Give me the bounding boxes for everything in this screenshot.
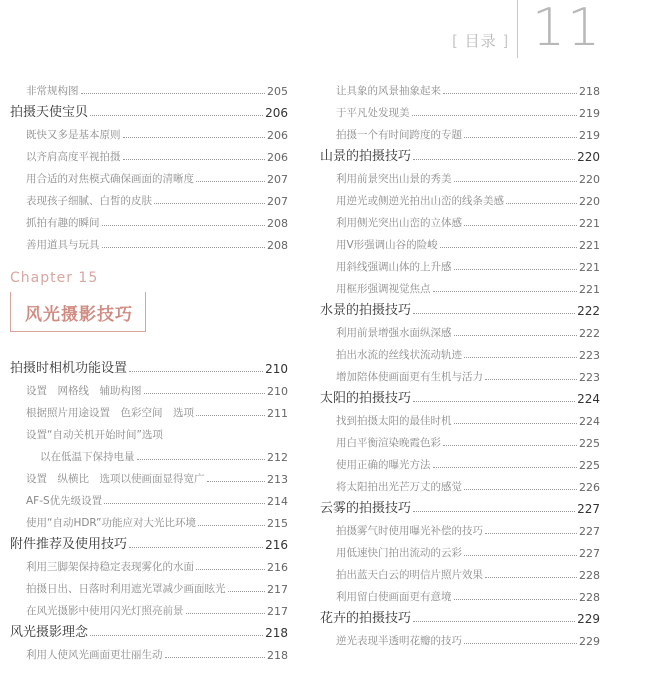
toc-page-number: 219: [579, 107, 600, 120]
toc-entry[interactable]: [320, 186, 600, 208]
toc-entry[interactable]: [10, 120, 288, 142]
toc-entry-title: 拍出水流的丝线状流动轨迹: [336, 349, 462, 361]
toc-section-entry[interactable]: [10, 354, 288, 376]
toc-page-number: 206: [265, 106, 288, 120]
toc-entry[interactable]: [320, 98, 600, 120]
toc-entry-title: 用低速快门拍出流动的云彩: [336, 547, 462, 559]
toc-section-entry[interactable]: [320, 384, 600, 406]
toc-entry-title: 以在低温下保持电量: [40, 451, 135, 463]
toc-page-number: 220: [577, 150, 600, 164]
toc-entry[interactable]: [320, 582, 600, 604]
toc-page-number: 215: [267, 517, 288, 530]
toc-entry-title: 用斜线强调山体的上升感: [336, 261, 452, 273]
toc-page-number: 224: [579, 415, 600, 428]
dot-leader: [413, 159, 575, 160]
toc-entry-title: 花卉的拍摄技巧: [320, 611, 412, 626]
toc-entry-title: 增加陪体使画面更有生机与活力: [336, 371, 483, 383]
dot-leader: [196, 181, 265, 182]
toc-entry-title: 水景的拍摄技巧: [320, 303, 412, 318]
toc-entry-title: AF-S优先级设置: [26, 495, 103, 507]
dot-leader: [102, 247, 266, 248]
dot-leader: [90, 115, 263, 116]
dot-leader: [198, 525, 265, 526]
toc-entry[interactable]: [320, 76, 600, 98]
toc-entry-title: 以齐肩高度平视拍摄: [26, 151, 121, 163]
dot-leader: [412, 115, 578, 116]
toc-page-number: 212: [267, 451, 288, 464]
dot-leader: [102, 225, 266, 226]
toc-entry[interactable]: [320, 472, 600, 494]
toc-left-column: [10, 76, 288, 662]
toc-entry[interactable]: [10, 420, 288, 442]
toc-left-bottom-list: [10, 354, 288, 662]
toc-page-number: 223: [579, 349, 600, 362]
toc-page-number: 213: [267, 473, 288, 486]
toc-page-number: 227: [577, 502, 600, 516]
dot-leader: [454, 335, 578, 336]
toc-page-number: 218: [267, 649, 288, 662]
dot-leader: [413, 313, 575, 314]
toc-entry[interactable]: [320, 318, 600, 340]
toc-entry[interactable]: [320, 538, 600, 560]
toc-entry-title: 风光摄影理念: [10, 625, 89, 640]
dot-leader: [123, 137, 266, 138]
dot-leader: [485, 577, 577, 578]
toc-entry-title: 既快又多是基本原则: [26, 129, 121, 141]
toc-page-number: 218: [265, 626, 288, 640]
toc-page-number: 217: [267, 583, 288, 596]
toc-entry-title: 利用侧光突出山峦的立体感: [336, 217, 462, 229]
dot-leader: [129, 547, 263, 548]
toc-entry[interactable]: [10, 376, 288, 398]
toc-page-number: 220: [579, 173, 600, 186]
toc-entry-title: 让具象的风景抽象起来: [336, 85, 441, 97]
toc-section-entry[interactable]: [320, 604, 600, 626]
toc-entry-title: 利用前景突出山景的秀美: [336, 173, 452, 185]
toc-page-number: 221: [579, 239, 600, 252]
dot-leader: [454, 269, 578, 270]
toc-entry-title: 拍出蓝天白云的明信片照片效果: [336, 569, 483, 581]
dot-leader: [464, 643, 577, 644]
toc-entry[interactable]: [10, 398, 288, 420]
toc-right-column: [320, 76, 600, 648]
toc-section-entry[interactable]: [320, 494, 600, 516]
dot-leader: [413, 621, 575, 622]
toc-entry[interactable]: [10, 640, 288, 662]
toc-page-number: 207: [267, 195, 288, 208]
toc-page-number: 206: [267, 151, 288, 164]
toc-entry[interactable]: [320, 516, 600, 538]
toc-entry[interactable]: [10, 552, 288, 574]
toc-page-number: 229: [579, 635, 600, 648]
toc-page-number: 222: [577, 304, 600, 318]
dot-leader: [196, 415, 265, 416]
toc-entry[interactable]: [320, 428, 600, 450]
dot-leader: [104, 503, 265, 504]
dot-leader: [144, 393, 266, 394]
toc-page-number: 216: [267, 561, 288, 574]
toc-label: 目录: [464, 32, 497, 50]
toc-entry-title: 善用道具与玩具: [26, 239, 100, 251]
toc-page-number: 226: [579, 481, 600, 494]
toc-entry-title: 用框形强调视觉焦点: [336, 283, 431, 295]
toc-entry[interactable]: [10, 208, 288, 230]
toc-page-number: 210: [265, 362, 288, 376]
toc-section-entry[interactable]: [10, 98, 288, 120]
dot-leader: [413, 511, 575, 512]
toc-section-entry[interactable]: [320, 142, 600, 164]
toc-entry[interactable]: [320, 274, 600, 296]
dot-leader: [433, 291, 578, 292]
dot-leader: [485, 533, 577, 534]
toc-entry-title: 逆光表现半透明花瓣的技巧: [336, 635, 462, 647]
toc-page-number: 228: [579, 569, 600, 582]
toc-entry-title: 拍摄雾气时使用曝光补偿的技巧: [336, 525, 483, 537]
toc-entry[interactable]: [10, 230, 288, 252]
dot-leader: [196, 569, 265, 570]
toc-entry[interactable]: [10, 464, 288, 486]
toc-page-number: 222: [579, 327, 600, 340]
toc-left-top-list: [10, 76, 288, 252]
toc-page-number: 218: [579, 85, 600, 98]
toc-page-number: 207: [267, 173, 288, 186]
toc-page-number: 227: [579, 547, 600, 560]
toc-page-number: 205: [267, 85, 288, 98]
toc-entry[interactable]: [10, 574, 288, 596]
header-divider: [517, 0, 518, 58]
toc-entry[interactable]: [10, 508, 288, 530]
toc-entry[interactable]: [320, 450, 600, 472]
toc-entry-title: 使用“自动HDR”功能应对大光比环境: [26, 517, 196, 529]
toc-right-list: [320, 76, 600, 648]
toc-page-number: 227: [579, 525, 600, 538]
chapter-label: Chapter 15: [10, 270, 99, 286]
toc-page-number: 223: [579, 371, 600, 384]
toc-entry-title: 云雾的拍摄技巧: [320, 501, 412, 516]
toc-entry[interactable]: [320, 560, 600, 582]
toc-entry-title: 利用前景增强水面纵深感: [336, 327, 452, 339]
dot-leader: [464, 137, 577, 138]
toc-entry-title: 拍摄一个有时间跨度的专题: [336, 129, 462, 141]
dot-leader: [443, 445, 577, 446]
dot-leader: [413, 401, 575, 402]
toc-entry-title: 用V形强调山谷的险峻: [336, 239, 438, 251]
toc-entry-title: 用白平衡渲染晚霞色彩: [336, 437, 441, 449]
toc-page-number: 228: [579, 591, 600, 604]
dot-leader: [464, 555, 577, 556]
toc-entry-title: 非常规构图: [26, 85, 79, 97]
toc-page-number: 221: [579, 283, 600, 296]
dot-leader: [506, 203, 577, 204]
toc-page-number: 210: [267, 385, 288, 398]
dot-leader: [464, 489, 577, 490]
toc-page-number: 229: [577, 612, 600, 626]
toc-entry-title: 附件推荐及使用技巧: [10, 537, 128, 552]
dot-leader: [440, 247, 577, 248]
toc-entry[interactable]: [10, 596, 288, 618]
toc-entry-title: 将太阳拍出光芒万丈的感觉: [336, 481, 462, 493]
toc-section-entry[interactable]: [10, 618, 288, 640]
toc-page-number: 214: [267, 495, 288, 508]
toc-entry[interactable]: [320, 406, 600, 428]
dot-leader: [90, 635, 263, 636]
toc-page-number: 225: [579, 459, 600, 472]
toc-entry-title: 拍摄天使宝贝: [10, 105, 89, 120]
toc-entry[interactable]: [320, 230, 600, 252]
dot-leader: [485, 379, 577, 380]
toc-entry[interactable]: [320, 340, 600, 362]
toc-header-label: [452, 30, 509, 51]
toc-entry-title: 用逆光或侧逆光拍出山峦的线条美感: [336, 195, 504, 207]
toc-entry-title: 抓拍有趣的瞬间: [26, 217, 100, 229]
toc-entry-title: 设置 纵横比 选项以使画面显得宽广: [26, 473, 205, 485]
dot-leader: [464, 357, 577, 358]
toc-entry[interactable]: [320, 252, 600, 274]
dot-leader: [228, 591, 266, 592]
toc-page-number: 208: [267, 239, 288, 252]
dot-leader: [137, 459, 266, 460]
toc-section-entry[interactable]: [10, 530, 288, 552]
toc-entry[interactable]: [10, 164, 288, 186]
dot-leader: [81, 93, 266, 94]
dot-leader: [129, 371, 263, 372]
toc-entry-title: 表现孩子细腻、白皙的皮肤: [26, 195, 152, 207]
toc-entry-title: 使用正确的曝光方法: [336, 459, 431, 471]
toc-entry-title: 于平凡处发现美: [336, 107, 410, 119]
toc-entry-title: 利用人使风光画面更壮丽生动: [26, 649, 163, 661]
toc-entry[interactable]: [320, 626, 600, 648]
toc-entry-title: 拍摄日出、日落时利用遮光罩减少画面眩光: [26, 583, 226, 595]
toc-section-entry[interactable]: [320, 296, 600, 318]
bracket-open: [: [452, 32, 459, 50]
toc-entry[interactable]: [10, 442, 288, 464]
toc-entry-title: 拍摄时相机功能设置: [10, 361, 128, 376]
toc-entry-title: 利用留白使画面更有意境: [336, 591, 452, 603]
toc-entry[interactable]: [320, 164, 600, 186]
toc-entry-title: 找到拍摄太阳的最佳时机: [336, 415, 452, 427]
toc-page-number: 206: [267, 129, 288, 142]
toc-page-number: 211: [267, 407, 288, 420]
toc-page-number: 219: [579, 129, 600, 142]
dot-leader: [433, 467, 578, 468]
dot-leader: [154, 203, 265, 204]
toc-entry-title: 设置 网格线 辅助构图: [26, 385, 142, 397]
toc-entry-title: 设置“自动关机开始时间”选项: [26, 429, 163, 441]
dot-leader: [443, 93, 577, 94]
dot-leader: [464, 225, 577, 226]
toc-page-number: 221: [579, 261, 600, 274]
toc-entry[interactable]: [10, 486, 288, 508]
dot-leader: [165, 657, 266, 658]
page-number: 11: [532, 0, 603, 58]
toc-page-number: 208: [267, 217, 288, 230]
dot-leader: [123, 159, 266, 160]
dot-leader: [454, 181, 578, 182]
toc-entry[interactable]: [320, 120, 600, 142]
toc-entry-title: 根据照片用途设置 色彩空间 选项: [26, 407, 194, 419]
toc-entry[interactable]: [320, 362, 600, 384]
toc-entry[interactable]: [320, 208, 600, 230]
toc-entry-title: 在风光摄影中使用闪光灯照亮前景: [26, 605, 184, 617]
toc-entry-title: 山景的拍摄技巧: [320, 149, 412, 164]
dot-leader: [454, 423, 578, 424]
chapter-title-box: [10, 292, 288, 336]
dot-leader: [186, 613, 266, 614]
toc-entry-title: 利用三脚架保持稳定表现雾化的水面: [26, 561, 194, 573]
toc-page-number: 224: [577, 392, 600, 406]
toc-page-number: 216: [265, 538, 288, 552]
toc-entry[interactable]: [10, 186, 288, 208]
chapter-title: 风光摄影技巧: [10, 292, 146, 332]
toc-page-number: 221: [579, 217, 600, 230]
dot-leader: [454, 599, 578, 600]
toc-entry-title: 用合适的对焦模式确保画面的清晰度: [26, 173, 194, 185]
toc-page-number: 217: [267, 605, 288, 618]
toc-page-number: 225: [579, 437, 600, 450]
toc-entry-title: 太阳的拍摄技巧: [320, 391, 412, 406]
bracket-close: ]: [502, 32, 510, 50]
dot-leader: [207, 481, 266, 482]
toc-entry[interactable]: [10, 76, 288, 98]
toc-entry[interactable]: [10, 142, 288, 164]
toc-page-number: 220: [579, 195, 600, 208]
